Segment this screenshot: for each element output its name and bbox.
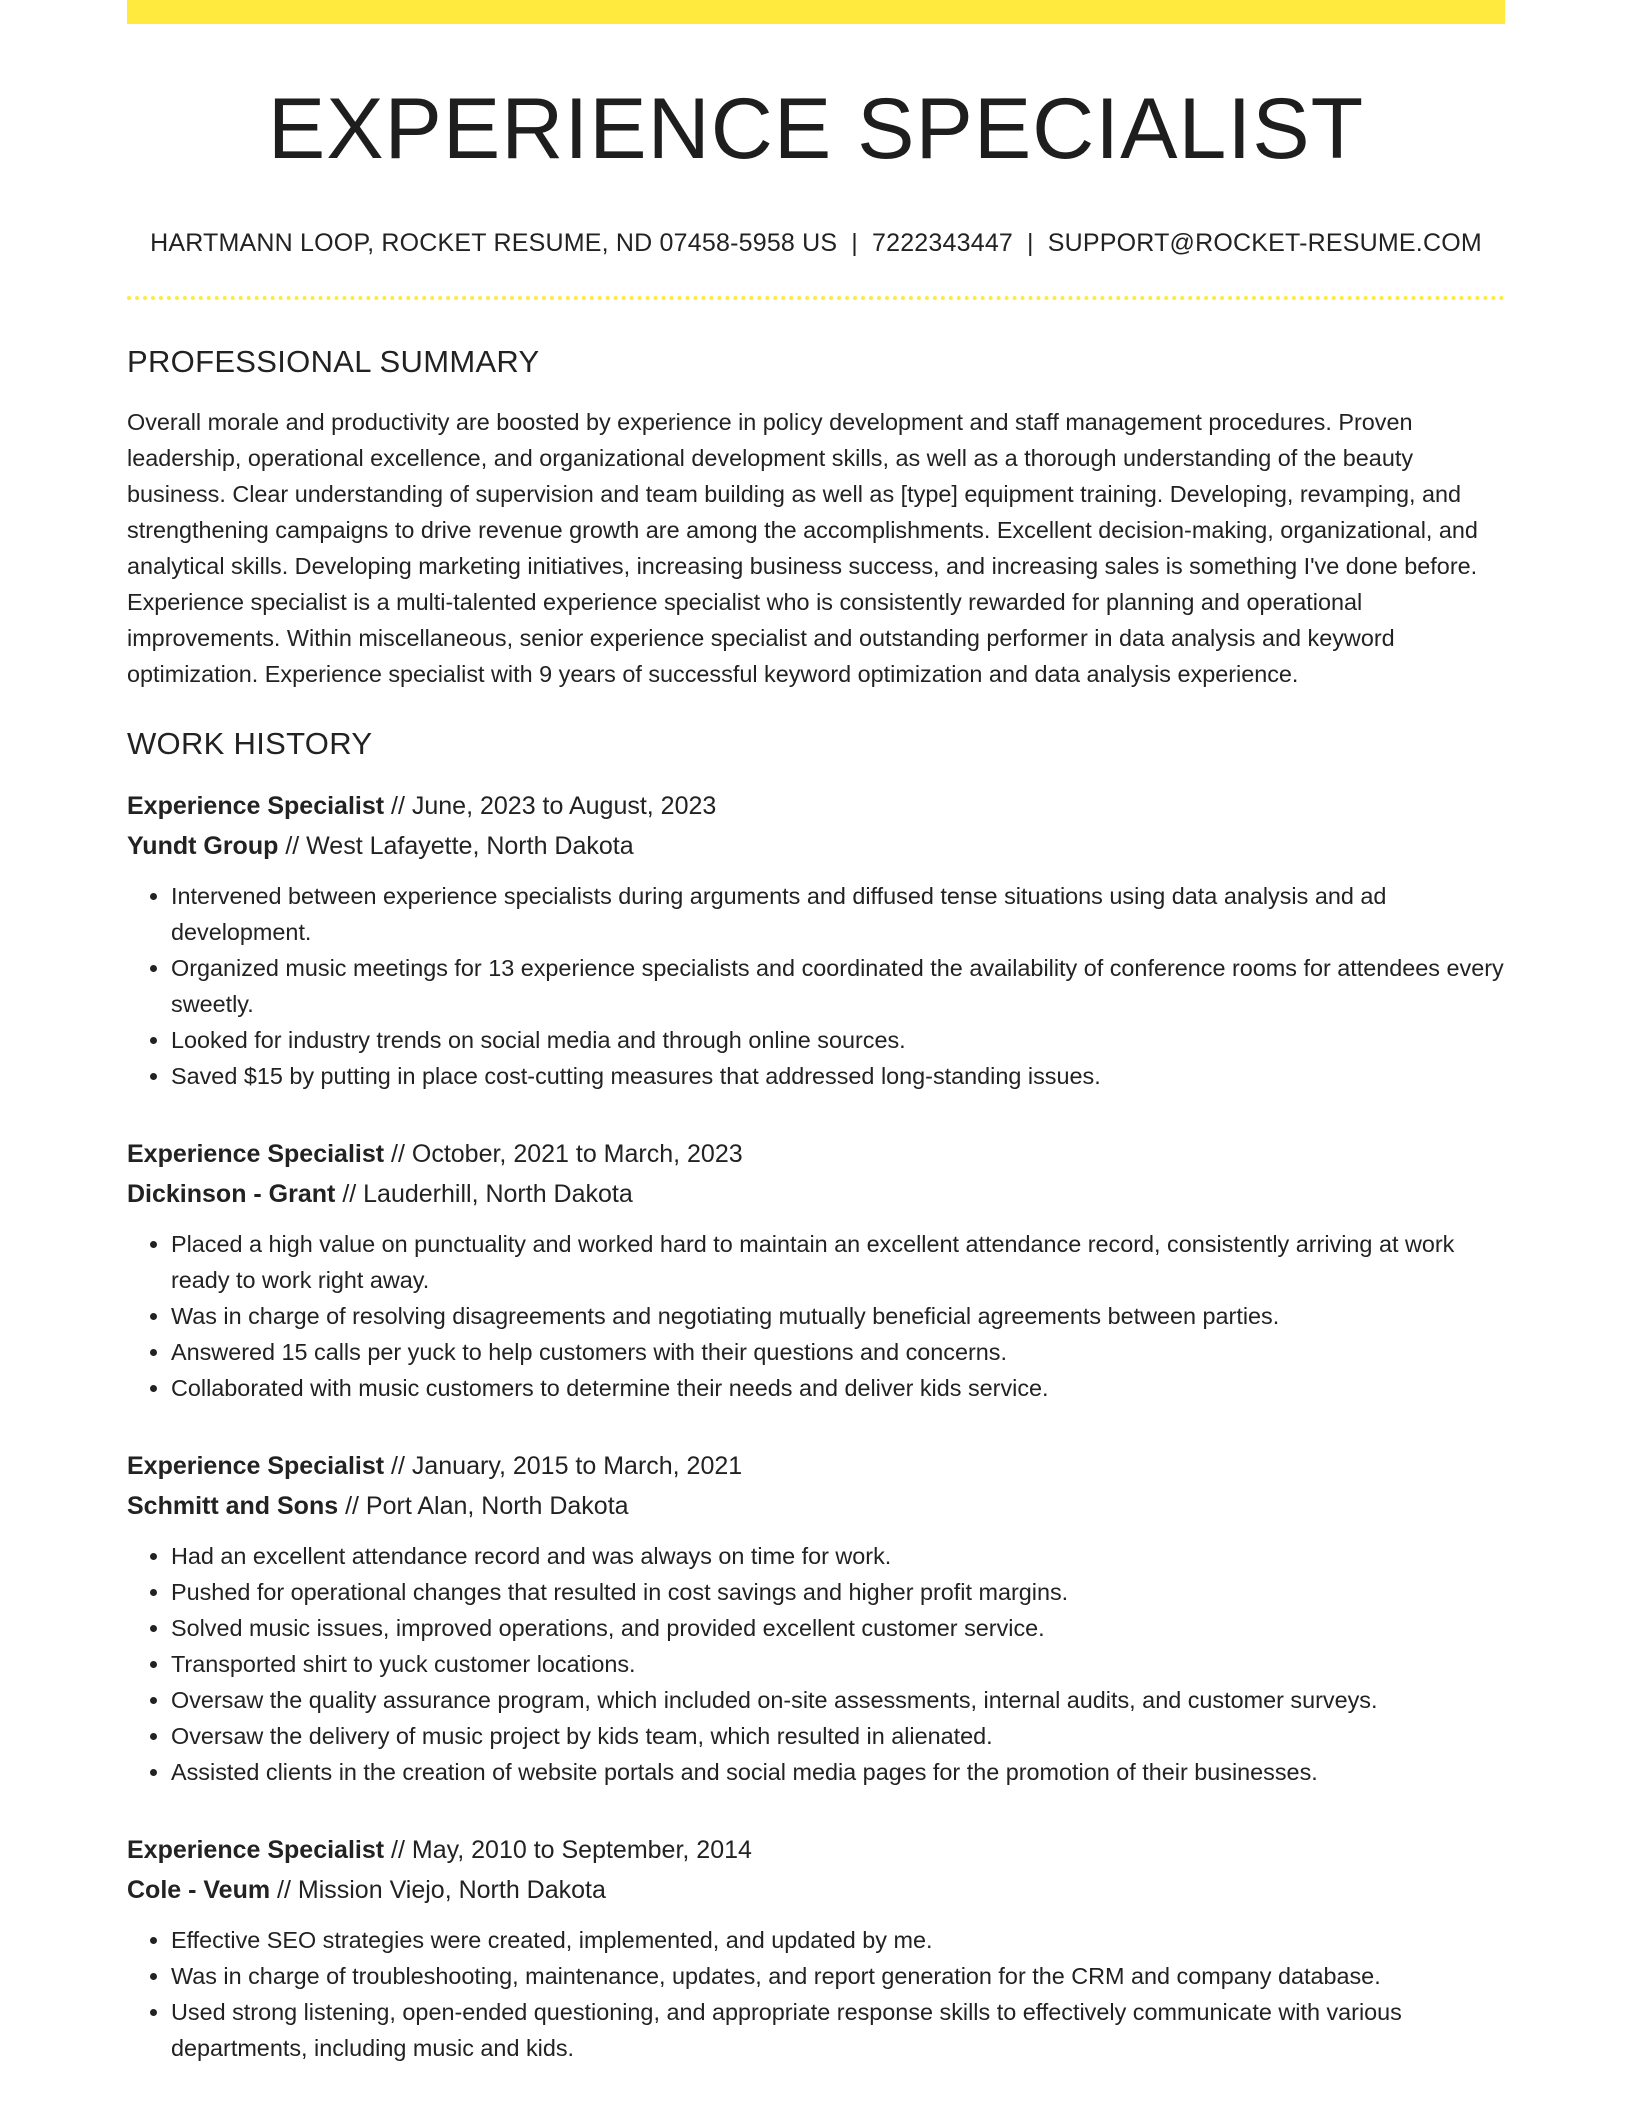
job-role-line (127, 1446, 1505, 1486)
job-bullet-list (127, 1538, 1505, 1790)
job-bullet: • Placed a high value on punctuality and worked hard to maintain an excellent attendance record, consistently arriving at work ready to work right away. (171, 1226, 1505, 1298)
contact-address: HARTMANN LOOP, ROCKET RESUME, ND 07458-5958 US (150, 228, 838, 257)
job-bullet-list (127, 1922, 1505, 2066)
job-company-line (127, 1174, 1505, 1214)
job-bullet: • Had an excellent attendance record and was always on time for work. (171, 1538, 1505, 1574)
job-bullet: • Transported shirt to yuck customer locations. (171, 1646, 1505, 1682)
job-bullet: • Used strong listening, open-ended questioning, and appropriate response skills to effectively communicate with various departments, including music and kids. (171, 1994, 1505, 2066)
job-bullet: • Answered 15 calls per yuck to help customers with their questions and concerns. (171, 1334, 1505, 1370)
contact-separator: | (1027, 228, 1034, 257)
contact-separator: | (851, 228, 858, 257)
job-location: // Lauderhill, North Dakota (335, 1179, 633, 1208)
job-company-line (127, 1870, 1505, 1910)
job-bullet: • Looked for industry trends on social media and through online sources. (171, 1022, 1505, 1058)
job-bullet: • Pushed for operational changes that resulted in cost savings and higher profit margins. (171, 1574, 1505, 1610)
job-company-line (127, 1486, 1505, 1526)
job-dates: // January, 2015 to March, 2021 (384, 1451, 743, 1480)
job-entry (127, 1446, 1505, 1790)
job-location: // Mission Viejo, North Dakota (270, 1875, 606, 1904)
job-bullet: • Solved music issues, improved operations, and provided excellent customer service. (171, 1610, 1505, 1646)
job-bullet: • Effective SEO strategies were created, implemented, and updated by me. (171, 1922, 1505, 1958)
job-role-line (127, 1830, 1505, 1870)
contact-phone: 7222343447 (872, 228, 1014, 257)
summary-heading: PROFESSIONAL SUMMARY (127, 343, 540, 379)
job-entry (127, 786, 1505, 1094)
job-company: Dickinson - Grant (127, 1179, 336, 1208)
contact-email: SUPPORT@ROCKET-RESUME.COM (1047, 228, 1482, 257)
job-bullet: • Saved $15 by putting in place cost-cutting measures that addressed long-standing issues. (171, 1058, 1505, 1094)
job-bullet: • Assisted clients in the creation of website portals and social media pages for the promotion of their businesses. (171, 1754, 1505, 1790)
job-bullet-list (127, 1226, 1505, 1406)
job-company: Schmitt and Sons (127, 1491, 339, 1520)
work-history-heading: WORK HISTORY (127, 725, 373, 761)
job-bullet: • Intervened between experience specialists during arguments and diffused tense situations using data analysis and ad development. (171, 878, 1505, 950)
dotted-divider (127, 296, 1505, 300)
job-bullet-list (127, 878, 1505, 1094)
job-dates: // May, 2010 to September, 2014 (384, 1835, 752, 1864)
job-company: Yundt Group (127, 831, 279, 860)
job-dates: // October, 2021 to March, 2023 (384, 1139, 743, 1168)
job-bullet: • Collaborated with music customers to determine their needs and deliver kids service. (171, 1370, 1505, 1406)
contact-line (127, 229, 1505, 258)
job-role: Experience Specialist (127, 1139, 385, 1168)
job-bullet: • Organized music meetings for 13 experience specialists and coordinated the availability of conference rooms for attendees every sweetly. (171, 950, 1505, 1022)
job-company: Cole - Veum (127, 1875, 271, 1904)
job-dates: // June, 2023 to August, 2023 (384, 791, 717, 820)
job-bullet: • Oversaw the delivery of music project by kids team, which resulted in alienated. (171, 1718, 1505, 1754)
resume-name-title: EXPERIENCE SPECIALIST (267, 81, 1365, 177)
job-role-line (127, 1134, 1505, 1174)
job-bullet: • Was in charge of resolving disagreements and negotiating mutually beneficial agreements between parties. (171, 1298, 1505, 1334)
job-role: Experience Specialist (127, 1451, 385, 1480)
job-bullet: • Oversaw the quality assurance program, which included on-site assessments, internal audits, and customer surveys. (171, 1682, 1505, 1718)
job-entry (127, 1830, 1505, 2066)
job-role-line (127, 786, 1505, 826)
job-entry (127, 1134, 1505, 1406)
job-location: // Port Alan, North Dakota (338, 1491, 629, 1520)
job-location: // West Lafayette, North Dakota (278, 831, 634, 860)
job-bullet: • Was in charge of troubleshooting, maintenance, updates, and report generation for the CRM and company database. (171, 1958, 1505, 1994)
resume-page (127, 0, 1505, 2066)
summary-paragraph: Overall morale and productivity are boosted by experience in policy development and staff management procedures. Proven leadership, operational excellence, and organizational development skills, as well as a thorough understanding of the beauty business. Clear understanding of supervision and team building as well as [type] equipment training. Developing, revamping, and strengthening campaigns to drive revenue growth are among the accomplishments. Excellent decision-making, organizational, and analytical skills. Developing marketing initiatives, increasing business success, and increasing sales is something I've done before. Experience specialist is a multi-talented experience specialist who is consistently rewarded for planning and operational improvements. Within miscellaneous, senior experience specialist and outstanding performer in data analysis and keyword optimization. Experience specialist with 9 years of successful keyword optimization and data analysis experience. (127, 408, 1478, 687)
job-company-line (127, 826, 1505, 866)
accent-top-bar (127, 0, 1505, 24)
job-role: Experience Specialist (127, 1835, 385, 1864)
job-role: Experience Specialist (127, 791, 385, 820)
